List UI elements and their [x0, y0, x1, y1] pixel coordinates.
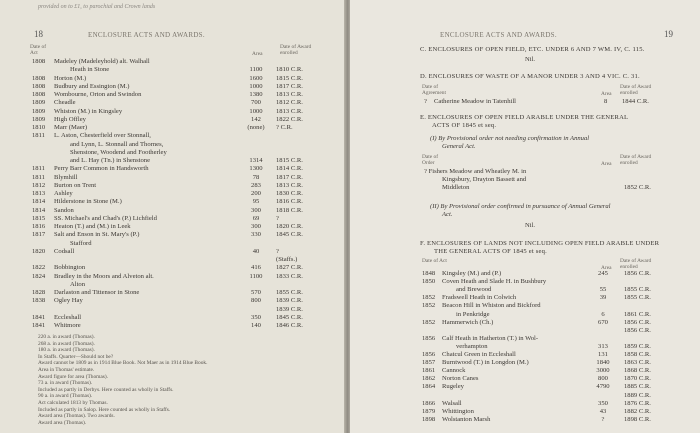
table-row-place: Stafford: [70, 239, 92, 247]
table-row-award: 1863 C.R.: [624, 359, 651, 367]
table-row-place: Alton: [70, 280, 86, 288]
table-row-year: 1811: [32, 132, 45, 140]
table-row-place: Budbury and Essington (M.): [54, 82, 130, 90]
table-row-year: 1808: [32, 58, 46, 65]
table-row-place: Cheadle: [54, 99, 76, 107]
table-row-year: 1856: [422, 334, 436, 342]
left-page: [0, 0, 346, 433]
section-c-nil: Nil.: [525, 56, 536, 63]
table-row-place: Heaton (T.) and (M.) in Leek: [54, 223, 131, 230]
table-row-year: 1848: [422, 270, 436, 277]
table-row-area: 1600: [249, 74, 263, 82]
table-row-award: 1810 C.R.: [276, 66, 303, 74]
table-row-place: Burntwood (T.) in Longdon (M.): [442, 359, 529, 367]
table-row-year: 1879: [422, 407, 436, 415]
section-d-title: D. ENCLOSURES OF WASTE OF A MANOR UNDER 3 AND 4 VIC. C. 31.: [420, 73, 640, 80]
table-row-place: Beacon Hill in Whiston and Bickford: [442, 302, 541, 310]
sub-ii-title: (II) By Provisional order confirmed in pursuance of Annual General: [430, 203, 611, 210]
sub-ii-nil: Nil.: [525, 222, 536, 229]
table-row-place: Walsall: [442, 399, 462, 407]
table-row-place: Fradswell Heath in Colwich: [442, 294, 517, 302]
col-head-date: Date of Act: [30, 44, 47, 56]
table-row-award: 1830 C.R.: [276, 190, 303, 197]
footnote: Award figure for area (Thomas).: [38, 373, 108, 380]
table-row-award: 1813 C.R.: [276, 91, 303, 98]
footnote: Award area (Thomas).: [38, 419, 87, 426]
table-row-area: 350: [251, 313, 261, 321]
table-row-award: ?: [276, 247, 279, 255]
table-row-area: 283: [251, 181, 261, 189]
table-row-award: 1827 C.R.: [276, 264, 303, 272]
page-number: 18: [34, 29, 43, 39]
table-row-place: Burton on Trent: [54, 181, 97, 189]
section-c-title: C. ENCLOSURES OF OPEN FIELD, ETC. UNDER 6 AND 7 WM. IV, C. 115.: [420, 46, 645, 53]
section-e-title: E. ENCLOSURES OF OPEN FIELD ARABLE UNDER THE GENERAL: [420, 114, 629, 121]
table-row-place: Shenstone, Woodend and Footherley: [70, 148, 167, 156]
table-row-place: Norton Canes: [442, 375, 479, 383]
table-row-award: 1889 C.R.: [624, 391, 651, 399]
table-row-year: 1808: [32, 82, 46, 90]
table-row-year: 1838: [32, 297, 46, 305]
table-row-year: 1810: [32, 124, 46, 131]
table-row-place: Ashley: [54, 190, 73, 197]
table-row-area: 3000: [596, 367, 610, 375]
footnote: 73 a. in award (Thomas).: [38, 380, 93, 387]
running-header-right: ENCLOSURE ACTS AND AWARDS.: [440, 31, 557, 39]
table-row-award: 1816 C.R.: [276, 198, 303, 206]
table-row-award: 1870 C.R.: [624, 375, 651, 383]
table-row-place: High Offley: [54, 115, 86, 123]
f-head-act: Date of Act: [422, 258, 447, 264]
table-row-year: 1852: [422, 318, 436, 326]
page-number-right: 19: [664, 29, 673, 39]
table-row-award: 1856 C.R.: [624, 318, 651, 326]
section-f-title: F. ENCLOSURES OF LANDS NOT INCLUDING OPEN FIELD ARABLE UNDER: [420, 240, 660, 247]
table-row-year: 1862: [422, 375, 436, 383]
table-row-award: 1845 C.R.: [276, 313, 303, 321]
table-row-area: 4790: [596, 383, 610, 391]
table-row-place: Whittington: [442, 407, 474, 415]
footnote: In Staffs. Quarter—Should not be?: [38, 353, 114, 360]
table-row-place: Hilderstone in Stone (M.): [54, 198, 122, 206]
table-row-area: 1840: [596, 359, 610, 367]
d-head-agree: Date of Agreement: [422, 84, 446, 96]
table-row-year: 1866: [422, 399, 436, 407]
table-row-year: 1809: [32, 99, 46, 107]
table-row-award: 1817 C.R.: [276, 82, 303, 90]
table-row-place: Wombourne, Orton and Swindon: [54, 91, 142, 98]
table-row-area: 1300: [249, 165, 263, 173]
table-row-place: Bobbington: [54, 264, 86, 272]
table-row-award: 1868 C.R.: [624, 367, 651, 375]
table-row-area: 313: [598, 342, 608, 350]
table-row-area: 55: [599, 286, 607, 294]
table-row-award: 1815 C.R.: [276, 74, 303, 82]
table-row-place: Heath in Stone: [70, 66, 110, 74]
table-row-year: 1898: [422, 415, 436, 423]
table-row-year: 1852: [422, 302, 436, 310]
table-row-area: 95: [252, 198, 260, 206]
table-row-year: 1824: [32, 272, 46, 280]
table-row-award: 1818 C.R.: [276, 206, 303, 214]
table-row-place: Wolstanton Marsh: [442, 415, 491, 423]
table-row-year: 1850: [422, 278, 436, 286]
table-row-year: 1861: [422, 367, 436, 375]
table-row-area: 700: [251, 99, 261, 107]
table-row-place: Blymhill: [54, 173, 78, 181]
table-row-place: and L. Hay (Tn.) in Shenstone: [70, 157, 151, 164]
table-row-year: 1812: [32, 181, 46, 189]
table-row-area: 1380: [249, 91, 263, 98]
table-row-year: 1813: [32, 190, 46, 197]
table-row-area: 40: [252, 247, 260, 255]
table-row-year: 1811: [32, 173, 45, 181]
footnote: 268 a. in award (Thomas).: [38, 340, 95, 347]
footnote: Included as partly in Salop. Here counted as wholly in Staffs.: [38, 406, 171, 413]
table-row-place: Codsall: [54, 247, 75, 255]
footnote: Award area (Thomas). Two awards.: [38, 413, 115, 420]
table-row-area: 800: [251, 297, 261, 305]
table-row-award: 1839 C.R.: [276, 305, 303, 313]
d-head-award: Date of Award enrolled: [620, 84, 652, 96]
table-row-place: Kingsley (M.) and (P.): [442, 270, 502, 277]
table-row-award: ? C.R.: [276, 124, 293, 131]
table-row-area: ?: [601, 415, 605, 423]
table-row-area: 300: [251, 206, 261, 214]
e-row-line-2: Kingsbury, Drayton Bassett and: [442, 176, 527, 183]
e-row-award: 1852 C.R.: [624, 184, 651, 191]
table-row-area: 142: [251, 115, 261, 123]
e-head-area: Area: [601, 161, 612, 167]
table-row-year: 1808: [32, 91, 46, 98]
col-head-award: Date of Award enrolled: [280, 44, 312, 56]
table-row-area: 200: [251, 190, 261, 197]
table-row-year: 1809: [32, 115, 46, 123]
table-row-area: 300: [251, 223, 261, 230]
table-row-place: Calf Heath in Hatherton (T.) in Wol-: [442, 334, 539, 342]
col-head-area: Area: [252, 51, 263, 57]
table-row-area: 69: [252, 214, 260, 222]
table-row-award: 1822 C.R.: [276, 115, 303, 123]
table-row-award: 1858 C.R.: [624, 351, 651, 358]
table-row-award: 1856 C.R.: [624, 270, 651, 277]
table-row-place: and Brewood: [456, 286, 492, 294]
f-head-area: Area: [601, 265, 612, 271]
table-row-year: 1828: [32, 289, 46, 296]
table-row-area: 39: [599, 294, 607, 302]
table-row-award: 1814 C.R.: [276, 165, 303, 173]
section-e-title-2: ACTS OF 1845 et seq.: [432, 122, 497, 129]
table-row-place: Marr (Maer): [54, 124, 88, 131]
table-row-award: 1846 C.R.: [276, 322, 303, 329]
table-row-award: 1839 C.R.: [276, 297, 303, 305]
table-row-area: 1100: [249, 272, 263, 280]
handwritten-note: provided on to £1, to parochial and Crown lands: [38, 4, 156, 10]
table-row-place: in Penkridge: [456, 310, 490, 318]
table-row-year: 1822: [32, 264, 46, 272]
d-row-area: 8: [604, 98, 608, 105]
table-row-area: 330: [251, 231, 261, 239]
table-row-award: 1817 C.R.: [276, 173, 303, 181]
e-head-order: Date of Order: [422, 154, 439, 166]
table-row-place: Rugeley: [442, 383, 464, 391]
sub-i-title: (I) By Provisional order not needing confirmation in Annual: [430, 135, 590, 142]
table-row-place: Horton (M.): [54, 74, 87, 82]
table-row-award: 1876 C.R.: [624, 399, 651, 407]
table-row-area: 6: [601, 310, 605, 318]
d-head-area: Area: [601, 91, 612, 97]
table-row-area: 570: [251, 289, 261, 296]
f-head-award: Date of Award enrolled: [620, 258, 652, 270]
table-row-award: 1845 C.R.: [276, 231, 303, 239]
table-row-year: 1808: [32, 74, 46, 82]
d-row-award: 1844 C.R.: [622, 98, 649, 105]
table-row-award: 1833 C.R.: [276, 272, 303, 280]
table-row-area: 416: [251, 264, 261, 272]
table-row-area: 131: [598, 351, 608, 358]
table-row-place: SS. Michael's and Chad's (P.) Lichfield: [54, 214, 157, 222]
footnote: 90 a. in award (Thomas).: [38, 393, 93, 400]
footnote: Included as partly in Derbys. Here counted as wholly in Staffs.: [38, 386, 174, 393]
table-row-award: 1813 C.R.: [276, 107, 303, 115]
table-row-area: 800: [598, 375, 608, 383]
table-row-year: 1814: [32, 206, 46, 214]
table-row-place: Coven Heath and Slade H. in Bushbury: [442, 278, 547, 286]
table-row-place: Hammerwich (Ch.): [442, 318, 494, 326]
table-row-area: 78: [252, 173, 260, 181]
table-row-year: 1811: [32, 165, 45, 173]
table-row-award: 1855 C.R.: [624, 286, 651, 294]
sub-i-title-2: General Act.: [442, 143, 476, 150]
table-row-place: verhampton: [456, 342, 488, 350]
table-row-area: 1000: [249, 82, 263, 90]
table-row-place: Salt and Enson in St. Mary's (P.): [54, 231, 140, 239]
table-row-place: and Lynn, L. Stonnall and Thornes,: [70, 140, 164, 148]
running-header: ENCLOSURE ACTS AND AWARDS.: [88, 31, 205, 39]
footnote: Area in Thomas' estimate.: [38, 367, 95, 373]
table-row-award: 1859 C.R.: [624, 342, 651, 350]
table-row-award: 1855 C.R.: [624, 294, 651, 302]
d-row-place: Catherine Meadow in Tatenhill: [434, 98, 516, 105]
table-row-award: 1815 C.R.: [276, 157, 303, 164]
table-row-place: Sandon: [54, 206, 74, 214]
footnote: 180 a. in award (Thomas).: [38, 347, 95, 354]
section-f-title-2: THE GENERAL ACTS OF 1845 et seq.: [434, 248, 547, 255]
table-row-award: 1820 C.R.: [276, 223, 303, 230]
table-row-award: 1855 C.R.: [276, 289, 303, 296]
table-row-award: 1898 C.R.: [624, 415, 651, 423]
table-row-award: 1812 C.R.: [276, 99, 303, 107]
table-row-area: 1000: [249, 107, 263, 115]
table-row-year: 1856: [422, 351, 436, 358]
table-row-area: 1314: [249, 157, 263, 164]
table-row-year: 1814: [32, 198, 46, 206]
table-row-year: 1841: [32, 313, 46, 321]
table-row-year: 1809: [32, 107, 46, 115]
table-row-place: Bradley in the Moors and Alveton alt.: [54, 272, 154, 280]
d-row-year: ?: [424, 98, 427, 105]
table-row-year: 1841: [32, 322, 46, 329]
table-row-place: Madeley (Madeleyhold) alt. Walhall: [54, 58, 150, 65]
footnote: Act calculated 1813 by Thomas.: [38, 400, 108, 406]
table-row-award: 1856 C.R.: [624, 326, 651, 334]
footnote: 220 a. in award (Thomas).: [38, 334, 95, 340]
table-row-place: Darlaston and Tittensor in Stone: [54, 289, 140, 296]
table-row-place: L. Aston, Chesterfield over Stonnall,: [54, 132, 151, 140]
table-row-area: 43: [599, 407, 607, 415]
table-row-place: Ogley Hay: [54, 297, 83, 305]
table-row-award: 1813 C.R.: [276, 181, 303, 189]
footnote: Award cannot be 1809 as in 1914 Blue Book. Not Maer as in 1914 Blue Book.: [38, 360, 208, 367]
table-row-award: 1861 C.R.: [624, 310, 651, 318]
e-head-award: Date of Award enrolled: [620, 154, 652, 166]
table-row-place: Perry Barr Common in Handsworth: [54, 165, 149, 173]
table-row-place: Whiston (M.) in Kingsley: [54, 107, 123, 115]
table-row-year: 1852: [422, 294, 436, 302]
table-row-year: 1815: [32, 214, 46, 222]
table-row-place: Cannock: [442, 367, 466, 375]
e-row-line-3: Middleton: [442, 184, 470, 191]
table-row-award: 1882 C.R.: [624, 407, 651, 415]
table-row-award: 1885 C.R.: [624, 383, 651, 391]
e-row-line-1: ? Fishers Meadow and Wheatley M. in: [424, 168, 527, 175]
right-page: [350, 0, 700, 433]
table-row-place: Eccleshall: [54, 313, 82, 321]
table-row-year: 1857: [422, 359, 436, 367]
table-row-year: 1820: [32, 247, 46, 255]
table-row-place: Whitmore: [54, 322, 81, 329]
table-row-area: 245: [598, 270, 608, 277]
table-row-year: 1817: [32, 231, 46, 239]
table-row-award: (Staffs.): [276, 256, 298, 263]
table-row-year: 1816: [32, 223, 46, 230]
table-row-area: 670: [598, 318, 608, 326]
table-row-area: 1100: [249, 66, 263, 74]
table-row-area: 140: [251, 322, 261, 329]
sub-ii-title-2: Act.: [442, 211, 453, 218]
table-row-year: 1864: [422, 383, 436, 391]
table-row-area: 350: [598, 399, 608, 407]
table-row-place: Chatcul Green in Eccleshall: [442, 351, 516, 358]
table-row-award: ?: [276, 214, 279, 222]
table-row-area: (none): [247, 124, 265, 131]
